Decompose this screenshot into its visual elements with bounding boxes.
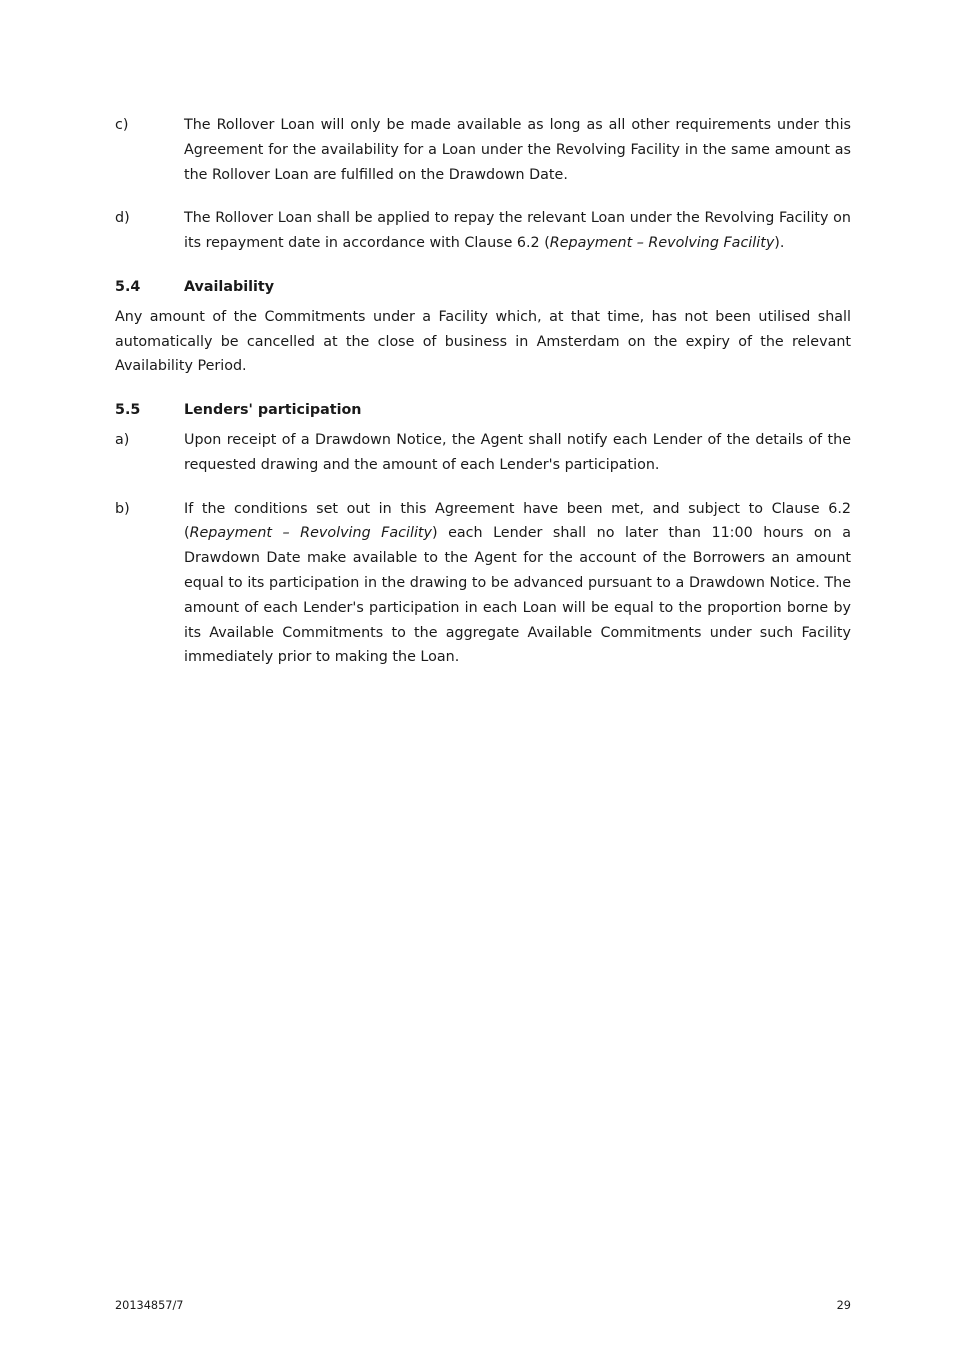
list-item-text xyxy=(184,497,851,671)
list-item-text: The Rollover Loan will only be made available as long as all other requirements under this Agreement for the availability for a Loan under the Revolving Facility in the same amount as the Rollover Loan are fulfilled on the Drawdown Date. xyxy=(184,117,851,183)
text-segment: ). xyxy=(774,235,785,252)
section-number: 5.4 xyxy=(115,278,141,295)
clause-5-5-item-b xyxy=(115,497,851,671)
page-number: 29 xyxy=(836,1299,851,1312)
section-number: 5.5 xyxy=(115,402,141,419)
clause-5-5-item-a xyxy=(115,428,851,478)
clause-reference-italic: Repayment – Revolving Facility xyxy=(549,235,775,252)
clause-5-3-item-c xyxy=(115,113,851,187)
text-segment: If the conditions set out in this Agreement have been met, and subject to Clause 6.2 ( xyxy=(184,500,851,542)
section-heading-5-5 xyxy=(115,398,851,423)
text-segment: The Rollover Loan shall be applied to repay the relevant Loan under the Revolving Facility on its repayment date in accordance with Clause 6.2 ( xyxy=(184,210,851,252)
list-item-label: a) xyxy=(115,431,130,448)
list-item-label: b) xyxy=(115,500,130,517)
document-reference: 20134857/7 xyxy=(115,1299,184,1312)
document-body xyxy=(115,113,851,670)
clause-reference-italic: Repayment – Revolving Facility xyxy=(189,525,432,542)
text-segment: ) each Lender shall no later than 11:00 hours on a Drawdown Date make available to the Agent for the account of the Borrowers an amount equal to its participation in the drawing to be advanced pursuant to a Drawdown Notice. The amount of each Lender's participation in each Loan will be equal to the proportion borne by its Available Commitments to the aggregate Available Commitments under such Facility immediately prior to making the Loan. xyxy=(184,525,851,666)
list-item-text xyxy=(184,206,851,256)
clause-5-4-paragraph: Any amount of the Commitments under a Facility which, at that time, has not been utilised shall automatically be cancelled at the close of business in Amsterdam on the expiry of the relevant Availability Period. xyxy=(115,308,851,375)
list-item-label: c) xyxy=(115,117,129,133)
section-title: Availability xyxy=(184,278,275,295)
section-title: Lenders' participation xyxy=(184,402,362,419)
clause-5-3-item-d xyxy=(115,206,851,256)
list-item-label: d) xyxy=(115,210,130,227)
page-footer xyxy=(115,1299,851,1312)
section-heading-5-4 xyxy=(115,275,851,300)
list-item-text: Upon receipt of a Drawdown Notice, the Agent shall notify each Lender of the details of the requested drawing and the amount of each Lender's participation. xyxy=(184,431,851,473)
